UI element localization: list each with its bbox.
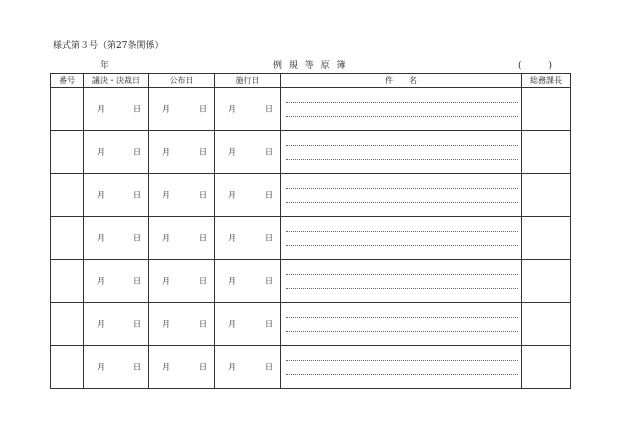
month-label: 月: [97, 319, 105, 329]
dotted-rule: [286, 360, 518, 361]
dotted-rule: [286, 288, 518, 289]
approval-seal-cell[interactable]: [522, 174, 571, 217]
col-header-enforcement-date: 施行日: [215, 74, 281, 88]
enforcement-date-cell[interactable]: [215, 303, 281, 346]
month-label: 月: [97, 104, 105, 114]
dotted-rule: [286, 245, 518, 246]
dotted-rule: [286, 188, 518, 189]
decision-date-cell[interactable]: [84, 303, 149, 346]
dotted-rule: [286, 274, 518, 275]
decision-date-cell[interactable]: [84, 174, 149, 217]
month-label: 月: [162, 362, 170, 372]
month-label: 月: [162, 276, 170, 286]
subject-cell[interactable]: [281, 217, 522, 260]
day-label: 日: [199, 233, 207, 243]
subject-cell[interactable]: [281, 303, 522, 346]
col-header-decision-date: 議決・決裁日: [84, 74, 149, 88]
enforcement-date-cell[interactable]: [215, 260, 281, 303]
table-row: [51, 174, 571, 217]
number-cell[interactable]: [51, 346, 84, 389]
promulgation-date-cell[interactable]: [149, 303, 215, 346]
dotted-rule: [286, 317, 518, 318]
approval-seal-cell[interactable]: [522, 260, 571, 303]
year-label: 年: [100, 61, 110, 71]
approval-seal-cell[interactable]: [522, 346, 571, 389]
month-label: 月: [97, 190, 105, 200]
month-label: 月: [228, 233, 236, 243]
month-label: 月: [228, 276, 236, 286]
day-label: 日: [265, 104, 273, 114]
approval-seal-cell[interactable]: [522, 131, 571, 174]
number-cell[interactable]: [51, 217, 84, 260]
month-label: 月: [162, 233, 170, 243]
subject-cell[interactable]: [281, 174, 522, 217]
day-label: 日: [199, 104, 207, 114]
table-row: [51, 88, 571, 131]
day-label: 日: [199, 147, 207, 157]
table-row: [51, 131, 571, 174]
dotted-rule: [286, 231, 518, 232]
subject-cell[interactable]: [281, 260, 522, 303]
register-title: 例 規 等 原 簿: [273, 61, 348, 71]
number-cell[interactable]: [51, 88, 84, 131]
number-cell[interactable]: [51, 303, 84, 346]
month-label: 月: [97, 233, 105, 243]
decision-date-cell[interactable]: [84, 88, 149, 131]
day-label: 日: [133, 362, 141, 372]
promulgation-date-cell[interactable]: [149, 346, 215, 389]
decision-date-cell[interactable]: [84, 131, 149, 174]
dotted-rule: [286, 145, 518, 146]
enforcement-date-cell[interactable]: [215, 174, 281, 217]
table-row: [51, 346, 571, 389]
day-label: 日: [265, 319, 273, 329]
promulgation-date-cell[interactable]: [149, 174, 215, 217]
month-label: 月: [228, 319, 236, 329]
dotted-rule: [286, 116, 518, 117]
number-cell[interactable]: [51, 131, 84, 174]
approval-seal-cell[interactable]: [522, 303, 571, 346]
decision-date-cell[interactable]: [84, 346, 149, 389]
col-header-number: 番号: [51, 74, 84, 88]
month-label: 月: [162, 319, 170, 329]
table-row: [51, 260, 571, 303]
promulgation-date-cell[interactable]: [149, 131, 215, 174]
register-table: [50, 73, 571, 389]
table-row: [51, 303, 571, 346]
paren-blank: ( ): [518, 61, 553, 71]
day-label: 日: [133, 319, 141, 329]
day-label: 日: [133, 147, 141, 157]
enforcement-date-cell[interactable]: [215, 131, 281, 174]
subject-cell[interactable]: [281, 346, 522, 389]
table-row: [51, 217, 571, 260]
day-label: 日: [133, 190, 141, 200]
month-label: 月: [228, 104, 236, 114]
day-label: 日: [199, 190, 207, 200]
day-label: 日: [199, 362, 207, 372]
enforcement-date-cell[interactable]: [215, 217, 281, 260]
promulgation-date-cell[interactable]: [149, 217, 215, 260]
month-label: 月: [228, 190, 236, 200]
promulgation-date-cell[interactable]: [149, 88, 215, 131]
day-label: 日: [133, 276, 141, 286]
month-label: 月: [228, 362, 236, 372]
day-label: 日: [199, 319, 207, 329]
dotted-rule: [286, 159, 518, 160]
day-label: 日: [265, 276, 273, 286]
month-label: 月: [97, 147, 105, 157]
day-label: 日: [133, 233, 141, 243]
promulgation-date-cell[interactable]: [149, 260, 215, 303]
dotted-rule: [286, 202, 518, 203]
dotted-rule: [286, 102, 518, 103]
day-label: 日: [265, 190, 273, 200]
day-label: 日: [133, 104, 141, 114]
dotted-rule: [286, 331, 518, 332]
col-header-subject: 件 名: [281, 74, 522, 88]
month-label: 月: [162, 190, 170, 200]
number-cell[interactable]: [51, 174, 84, 217]
decision-date-cell[interactable]: [84, 217, 149, 260]
day-label: 日: [265, 362, 273, 372]
day-label: 日: [265, 233, 273, 243]
day-label: 日: [265, 147, 273, 157]
enforcement-date-cell[interactable]: [215, 88, 281, 131]
month-label: 月: [97, 362, 105, 372]
col-header-promulgation-date: 公布日: [149, 74, 215, 88]
header-row: [51, 74, 571, 88]
decision-date-cell[interactable]: [84, 260, 149, 303]
month-label: 月: [162, 104, 170, 114]
month-label: 月: [228, 147, 236, 157]
subject-cell[interactable]: [281, 88, 522, 131]
month-label: 月: [162, 147, 170, 157]
subject-cell[interactable]: [281, 131, 522, 174]
approval-seal-cell[interactable]: [522, 217, 571, 260]
register-body: [51, 88, 571, 389]
form-label: 様式第３号（第27条関係）: [53, 41, 164, 51]
dotted-rule: [286, 374, 518, 375]
number-cell[interactable]: [51, 260, 84, 303]
enforcement-date-cell[interactable]: [215, 346, 281, 389]
day-label: 日: [199, 276, 207, 286]
approval-seal-cell[interactable]: [522, 88, 571, 131]
month-label: 月: [97, 276, 105, 286]
col-header-general-affairs-chief: 総務課長: [522, 74, 571, 88]
